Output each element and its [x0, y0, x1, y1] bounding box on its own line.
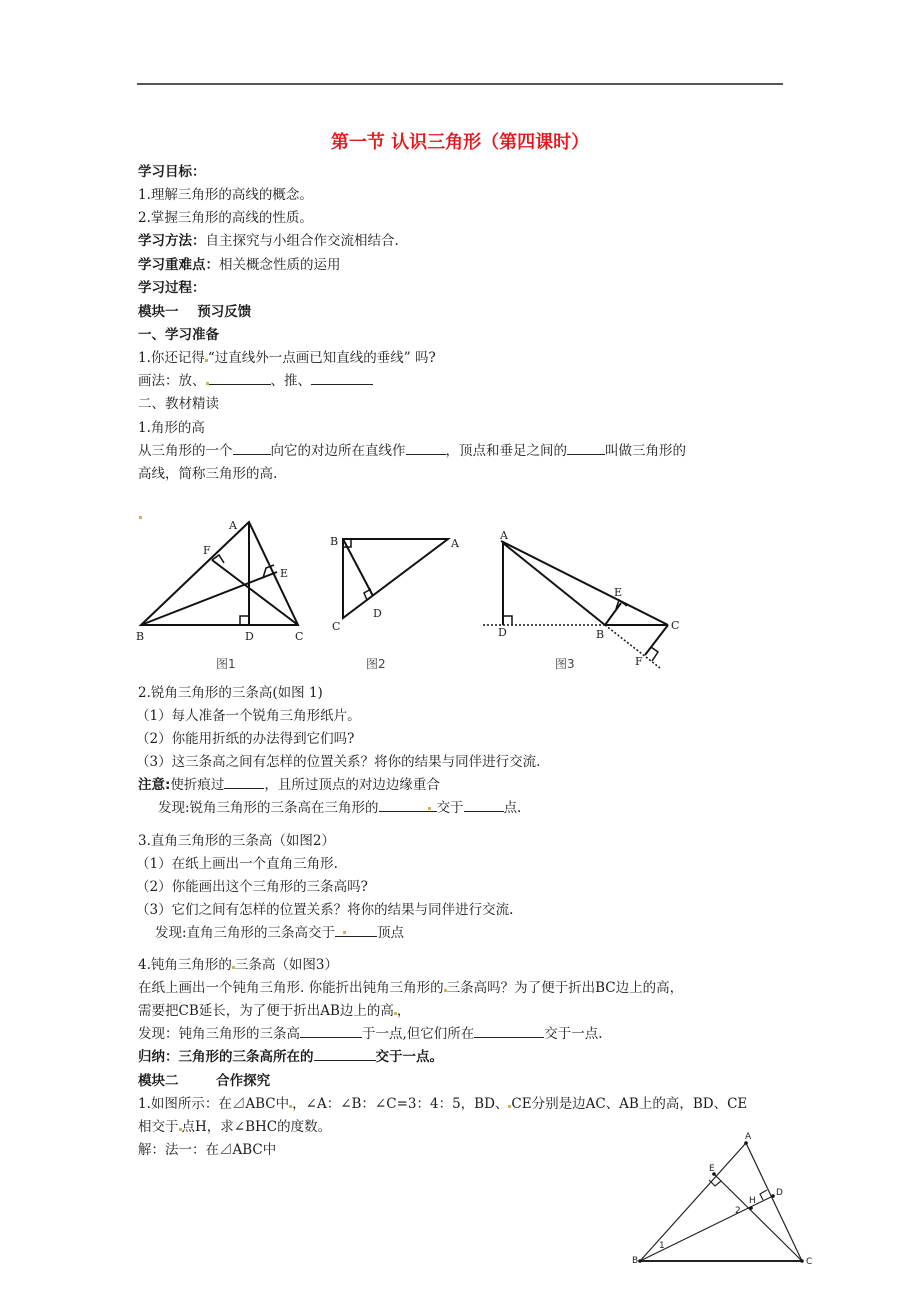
obtuse-find-a: 发现：钝角三角形的三条高	[138, 1026, 300, 1042]
fig3-right-angle-d	[503, 616, 512, 625]
def2-line: 高线，简称三角形的高.	[138, 466, 278, 482]
fig3-label-d: D	[498, 626, 507, 639]
fig1-altitude-be	[141, 572, 277, 625]
right-item: （2）你能画出这个三角形的三条高吗?	[136, 879, 368, 895]
fig1-label-d: D	[245, 630, 254, 643]
right-find-b: 顶点	[377, 925, 405, 941]
goals-heading: 学习目标：	[138, 164, 206, 180]
fig2-caption: 图2	[366, 657, 386, 671]
goal-item: 1.理解三角形的高线的概念。	[138, 187, 313, 203]
fig1-label-b: B	[136, 630, 145, 643]
draw-text-a: 画法：放、	[138, 373, 206, 389]
fig3-side-ab	[503, 543, 605, 625]
obtuse-p2-b: ，	[396, 1003, 411, 1019]
figure-3	[483, 541, 668, 668]
obtuse-heading-a: 4.钝角三角形的	[138, 957, 232, 973]
blank[interactable]	[314, 1048, 376, 1061]
blank[interactable]	[379, 799, 437, 812]
right-item: （1）在纸上画出一个直角三角形.	[136, 856, 338, 872]
fig2-label-a: A	[451, 537, 459, 550]
fig1-caption: 图1	[216, 657, 236, 671]
module2-q1b-b: 点H，求∠BHC的度数。	[181, 1119, 332, 1135]
module2-q1	[138, 1095, 747, 1113]
summary-b: 交于一点。	[375, 1049, 443, 1065]
acute-item: （1）每人准备一个锐角三角形纸片。	[136, 708, 361, 724]
obtuse-find-b: 于一点,但它们所在	[362, 1026, 475, 1042]
figure-2	[343, 539, 448, 618]
obtuse-p1-b: 三条高吗？为了便于折出BC边上的高，	[446, 980, 684, 996]
module2-heading: 模块二 合作探究	[138, 1073, 271, 1089]
module2-q1-c: CE分别是边AC、AB上的高，BD、CE	[511, 1096, 748, 1112]
method-label: 学习方法：	[138, 233, 206, 249]
module2-q1-b: ，∠A：∠B：∠C=3：4：5，BD、	[292, 1096, 509, 1112]
blank[interactable]	[464, 799, 504, 812]
fig1-label-a: A	[229, 519, 237, 532]
solution-line: 解：法一：在⊿ABC中	[138, 1142, 277, 1158]
fig2-label-d: D	[373, 607, 382, 620]
right-item: （3）它们之间有怎样的位置关系？将你的结果与同伴进行交流.	[136, 902, 514, 918]
height-heading: 1.角形的高	[138, 420, 205, 436]
acute-find-b: 交于	[436, 800, 464, 816]
blank[interactable]	[300, 1025, 362, 1038]
mark	[428, 807, 431, 810]
note-label: 注意:	[138, 777, 171, 793]
fig4-label-c: C	[806, 1257, 813, 1267]
fig4-label-1: 1	[659, 1241, 665, 1251]
fig4-label-d: D	[776, 1188, 783, 1198]
obtuse-p2-a: 需要把CB延长，为了便于折出AB边上的高	[138, 1003, 394, 1019]
fig1-label-e: E	[280, 567, 289, 580]
fig2-label-c: C	[332, 620, 341, 633]
draw-text-b: 、推、	[270, 373, 311, 389]
fig1-right-angle-d	[240, 616, 249, 625]
note-line	[138, 776, 440, 794]
fig2-label-b: B	[330, 535, 339, 548]
mark	[343, 931, 346, 934]
fig3-altitude-be	[605, 603, 621, 625]
goal-item: 2.掌握三角形的高线的性质。	[138, 210, 313, 226]
obtuse-find	[138, 1025, 603, 1043]
def-c: ，顶点和垂足之间的	[445, 443, 567, 459]
obtuse-heading	[138, 956, 338, 974]
def-d: 叫做三角形的	[605, 443, 686, 459]
blank[interactable]	[474, 1025, 544, 1038]
obtuse-find-c: 交于一点.	[544, 1026, 603, 1042]
right-find-a: 发现:直角三角形的三条高交于	[155, 925, 336, 941]
def-a: 从三角形的一个	[138, 443, 233, 459]
mark	[139, 516, 142, 519]
module2-q1-a: 1.如图所示：在⊿ABC中	[138, 1096, 290, 1112]
fig3-label-f: F	[635, 655, 643, 668]
fig4-label-h: H	[749, 1196, 756, 1206]
fig3-label-e: E	[614, 586, 623, 599]
page-title: 第一节 认识三角形（第四课时）	[330, 132, 590, 153]
read-heading: 二、教材精读	[138, 396, 219, 412]
fig4-label-e: E	[709, 1164, 715, 1174]
prep-heading: 一、学习准备	[138, 327, 219, 343]
acute-find-a: 发现:锐角三角形的三条高在三角形的	[158, 800, 379, 816]
method-text: 自主探究与小组合作交流相结合.	[205, 233, 399, 249]
key-text: 相关概念性质的运用	[219, 257, 341, 273]
obtuse-p1	[138, 979, 683, 997]
acute-item: （3）这三条高之间有怎样的位置关系？将你的结果与同伴进行交流.	[136, 754, 541, 770]
fig4-label-a: A	[745, 1132, 752, 1142]
fig1-label-c: C	[295, 630, 304, 643]
fig4-label-b: B	[632, 1256, 639, 1266]
blank[interactable]	[335, 924, 377, 937]
summary-line	[138, 1048, 443, 1066]
key-label: 学习重难点：	[138, 257, 219, 273]
fig1-label-f: F	[203, 544, 211, 557]
right-find-line	[155, 924, 404, 942]
def-b: 向它的对边所在直线作	[270, 443, 406, 459]
acute-find-line	[158, 799, 521, 817]
fig4-altitude-ce	[714, 1174, 802, 1261]
fig3-right-angle-f	[651, 647, 658, 661]
fig2-triangle	[343, 539, 448, 618]
acute-item: （2）你能用折纸的办法得到它们吗?	[136, 731, 355, 747]
right-heading: 3.直角三角形的三条高（如图2）	[138, 833, 335, 849]
blank[interactable]	[224, 776, 264, 789]
fig3-label-b: B	[596, 628, 605, 641]
module1-heading: 模块一 预习反馈	[138, 304, 252, 320]
q1-text-b: “过直线外一点画已知直线的垂线” 吗?	[207, 350, 436, 366]
summary-a: 归纳：三角形的三条高所在的	[138, 1049, 314, 1065]
fig3-side-ac	[501, 541, 668, 625]
fig4-right-angle-d	[760, 1190, 767, 1200]
fig4-side-ab	[640, 1143, 746, 1261]
acute-heading: 2.锐角三角形的三条高(如图 1)	[138, 685, 323, 701]
fig3-caption: 图3	[555, 657, 575, 671]
fig3-label-a: A	[500, 529, 508, 542]
note-a: 使折痕过	[170, 777, 225, 793]
fig4-label-2: 2	[735, 1206, 741, 1216]
module2-q1b-a: 相交于	[138, 1119, 179, 1135]
q1-text-a: 1.你还记得	[138, 350, 205, 366]
obtuse-p1-a: 在纸上画出一个钝角三角形. 你能折出钝角三角形的	[138, 980, 444, 996]
figure-1	[139, 516, 298, 625]
process-heading: 学习过程：	[138, 280, 206, 296]
obtuse-heading-b: 三条高（如图3）	[234, 957, 338, 973]
module2-q1b	[138, 1118, 331, 1136]
acute-find-c: 点.	[503, 800, 522, 816]
fig3-label-c: C	[671, 619, 680, 632]
obtuse-p2	[138, 1002, 410, 1020]
note-b: ，且所过顶点的对边边缘重合	[264, 777, 440, 793]
